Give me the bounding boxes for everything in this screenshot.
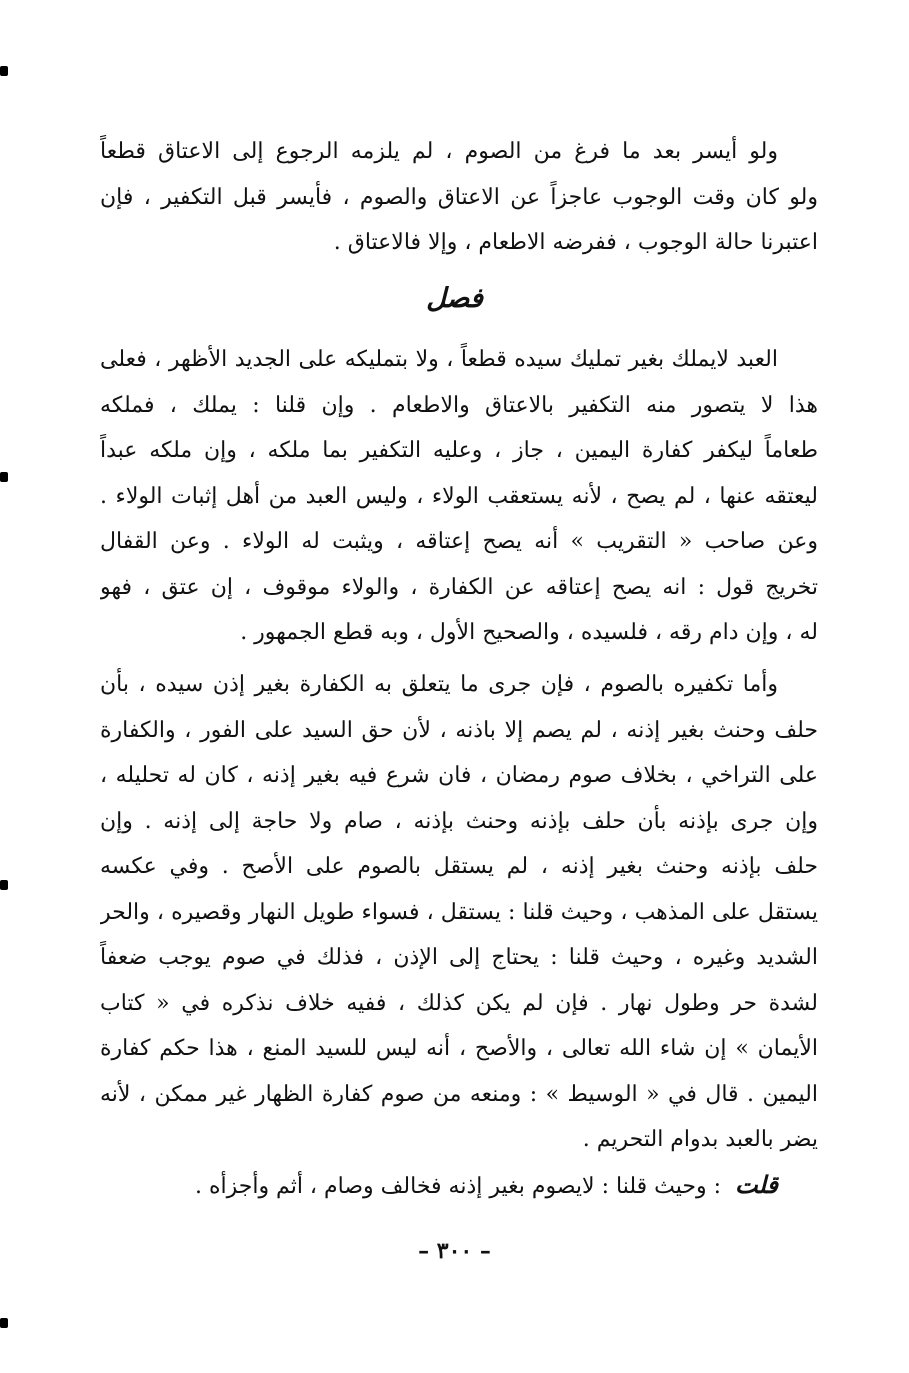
scan-mark [0, 472, 8, 482]
text-line: العبد لايملك بغير تمليك سيده قطعاً ، ولا بتمليكه على الجديد الأظهر ، فعلى [100, 347, 778, 372]
paragraph-3 [100, 662, 818, 1163]
scan-mark [0, 66, 8, 76]
text-line: وأما تكفيره بالصوم ، فإن جرى ما يتعلق به الكفارة بغير إذن سيده ، بأن [100, 672, 778, 697]
text-line: ولو كان وقت الوجوب عاجزاً عن الاعتاق والصوم ، فأيسر قبل التكفير ، فإن [100, 184, 818, 210]
scan-mark [0, 1318, 8, 1328]
text-line: يستقل على المذهب ، وحيث قلنا : يستقل ، فسواء طويل النهار وقصيره ، والحر [100, 899, 818, 925]
text-line: له ، وإن دام رقه ، فلسيده ، والصحيح الأول ، وبه قطع الجمهور . [240, 620, 818, 645]
text-line: وعن صاحب « التقريب » أنه يصح إعتاقه ، ويثبت له الولاء . وعن القفال [100, 529, 818, 554]
text-line: تخريج قول : انه يصح إعتاقه عن الكفارة ، والولاء موقوف ، إن عتق ، فهو [100, 574, 818, 600]
text-line: ولو أيسر بعد ما فرغ من الصوم ، لم يلزمه الرجوع إلى الاعتاق قطعاً [100, 139, 778, 164]
text-line: يضر بالعبد بدوام التحريم . [582, 1127, 818, 1152]
text-line: طعاماً ليكفر كفارة اليمين ، جاز ، وعليه التكفير بما ملكه ، وإن ملكه عبداً [100, 438, 818, 463]
text-line: وإن جرى بإذنه بأن حلف بإذنه وحنث بإذنه ، صام ولا حاجة إلى إذنه . وإن [100, 808, 818, 834]
section-heading: فصل [426, 283, 483, 314]
text-line: الشديد وغيره ، وحيث قلنا : يحتاج إلى الإذن ، فذلك في صوم يوجب ضعفاً [100, 945, 818, 970]
text-line: ليعتقه عنها ، لم يصح ، لأنه يستعقب الولاء ، وليس العبد من أهل إثبات الولاء . [100, 483, 818, 509]
scan-mark [0, 880, 8, 890]
text-line: هذا لا يتصور منه التكفير بالاعتاق والاطعام . وإن قلنا : يملك ، فملكه [100, 392, 818, 418]
qult-text: : وحيث قلنا : لايصوم بغير إذنه فخالف وصام ، أثم وأجزأه . [194, 1174, 722, 1199]
text-line: حلف بإذنه وحنث بغير إذنه ، لم يستقل بالصوم على الأصح . وفي عكسه [100, 854, 818, 879]
paragraph-2 [100, 337, 818, 656]
text-line: على التراخي ، بخلاف صوم رمضان ، فان شرع فيه بغير إذنه ، كان له تحليله ، [100, 763, 818, 788]
text-line: لشدة حر وطول نهار . فإن لم يكن كذلك ، ففيه خلاف نذكره في « كتاب [100, 990, 818, 1016]
text-line [100, 1162, 818, 1208]
text-line: اعتبرنا حالة الوجوب ، ففرضه الاطعام ، وإلا فالاعتاق . [333, 230, 818, 255]
paragraph-1 [100, 129, 818, 266]
text-line: الأيمان » إن شاء الله تعالى ، والأصح ، أنه ليس للسيد المنع ، هذا حكم كفارة [100, 1036, 818, 1061]
qult-label: قلت [735, 1170, 778, 1199]
text-line: اليمين . قال في « الوسيط » : ومنعه من صوم كفارة الظهار غير ممكن ، لأنه [100, 1081, 818, 1107]
text-line: حلف وحنث بغير إذنه ، لم يصم إلا باذنه ، لأن حق السيد على الفور ، والكفارة [100, 717, 818, 743]
page-number: – ٣٠٠ – [418, 1238, 491, 1264]
paragraph-4 [100, 1162, 818, 1208]
